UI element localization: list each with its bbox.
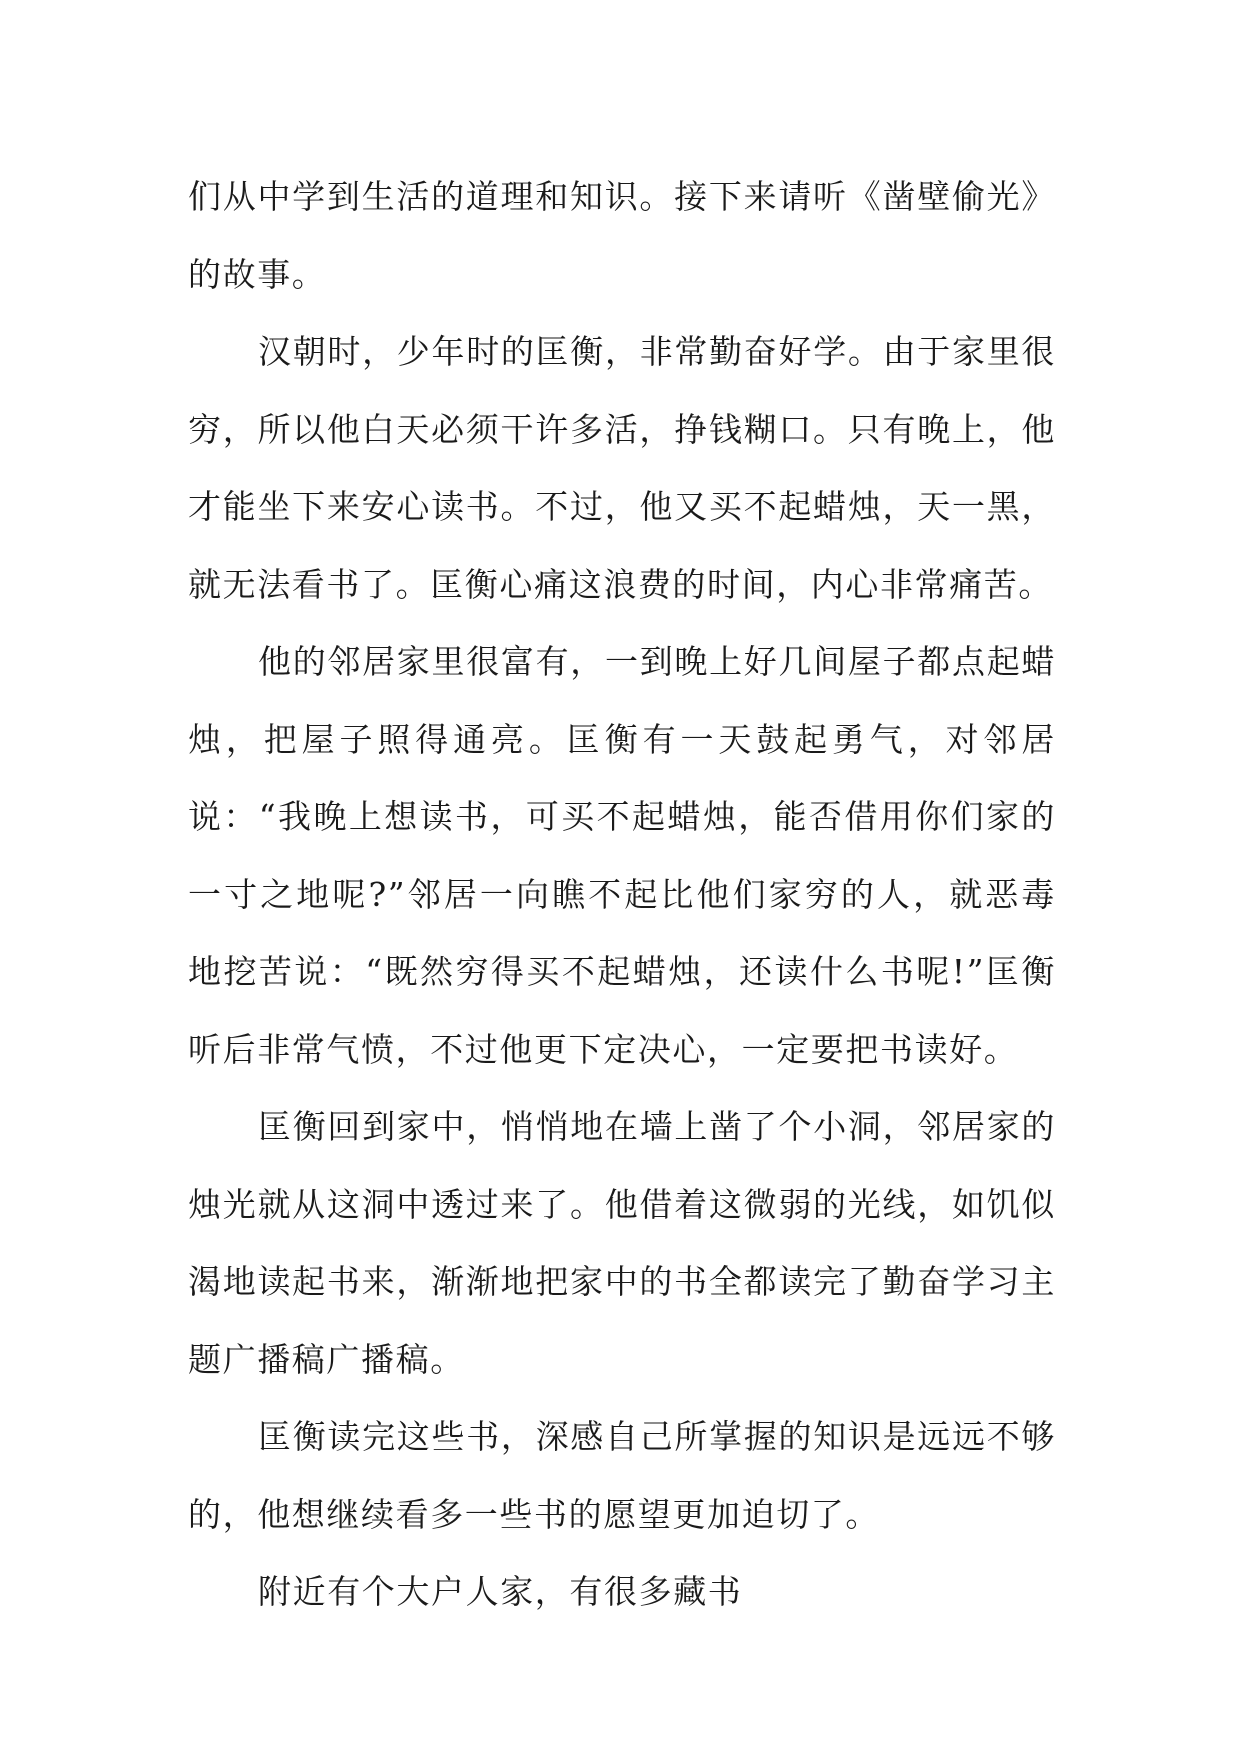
paragraph-4: 匡衡回到家中，悄悄地在墙上凿了个小洞，邻居家的烛光就从这洞中透过来了。他借着这微弱的光线，如饥似渴地读起书来，渐渐地把家中的书全都读完了勤奋学习主题广播稿广播稿。 [188, 1107, 1056, 1379]
document-page [188, 158, 1056, 1631]
paragraph-1: 们从中学到生活的道理和知识。接下来请听《凿壁偷光》的故事。 [188, 177, 1056, 294]
paragraph-6: 附近有个大户人家，有很多藏书 [258, 1572, 743, 1611]
paragraph-3: 他的邻居家里很富有，一到晚上好几间屋子都点起蜡烛，把屋子照得通亮。匡衡有一天鼓起勇气，对邻居说：“我晚上想读书，可买不起蜡烛，能否借用你们家的一寸之地呢?”邻居一向瞧不起比他们家穷的人，就恶毒地挖苦说：“既然穷得买不起蜡烛，还读什么书呢!”匡衡听后非常气愤，不过他更下定决心，一定要把书读好。 [188, 642, 1056, 1069]
paragraph-5: 匡衡读完这些书，深感自己所掌握的知识是远远不够的，他想继续看多一些书的愿望更加迫切了。 [188, 1417, 1056, 1534]
paragraph-2: 汉朝时，少年时的匡衡，非常勤奋好学。由于家里很穷，所以他白天必须干许多活，挣钱糊口。只有晚上，他才能坐下来安心读书。不过，他又买不起蜡烛，天一黑，就无法看书了。匡衡心痛这浪费的时间，内心非常痛苦。 [188, 332, 1056, 604]
